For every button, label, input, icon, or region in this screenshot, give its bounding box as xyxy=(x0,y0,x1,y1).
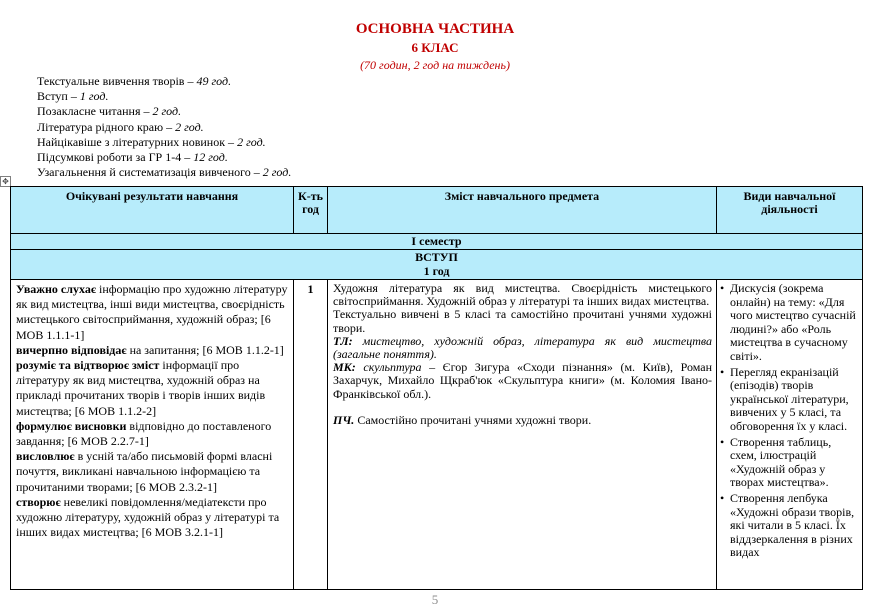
hours-subtitle: (70 годин, 2 год на тиждень) xyxy=(360,58,510,72)
semester-label: І семестр xyxy=(11,234,863,250)
table-header-row xyxy=(11,187,863,234)
content-terms: ТЛ: мистецтво, художній образ, література як вид мистецтва (загальне поняття). xyxy=(333,333,712,362)
content-paragraph: Текстуально вивчені в 5 класі та самостійно прочитані учнями художні твори. xyxy=(333,307,712,335)
topic-item: Література рідного краю – 2 год. xyxy=(37,119,204,134)
list-item: • Перегляд екранізацій (епізодів) творів української літератури, вивчених у 5 класі, та обговорення їх у класі. xyxy=(720,366,859,434)
list-item: • Дискусія (зокрема онлайн) на тему: «Для чого мистецтво сучасній людині?» або «Роль мистецтва в сучасному світі». xyxy=(720,282,859,364)
header-activities: Види навчальної діяльності xyxy=(717,187,863,234)
topic-item: Вступ – 1 год. xyxy=(37,89,109,104)
header-results: Очікувані результати навчання xyxy=(11,187,294,234)
section-cell xyxy=(11,250,863,280)
topics-list xyxy=(37,74,291,180)
curriculum-table xyxy=(10,186,863,590)
page-number: 5 xyxy=(431,592,439,607)
activities-list xyxy=(720,282,859,560)
topic-item: Узагальнення й систематизація вивченого – 2 год. xyxy=(37,165,292,180)
section-hours: 1 год xyxy=(423,264,450,278)
topic-item: Підсумкові роботи за ГР 1-4 – 12 год. xyxy=(37,150,228,165)
semester-row xyxy=(11,234,863,250)
hours-cell: 1 xyxy=(294,280,328,590)
class-title: 6 КЛАС xyxy=(411,40,459,55)
topic-item: Позакласне читання – 2 год. xyxy=(37,104,182,119)
topic-item: Найцікавіше з літературних новинок – 2 год. xyxy=(37,134,266,149)
table-move-handle-icon[interactable]: ✥ xyxy=(0,176,11,187)
section-title: ВСТУП xyxy=(415,250,458,264)
results-cell: Уважно слухає інформацію про художню літературу як вид мистецтва, інші види мистецтва, своєрідність мистецького світосприймання, художній образ; [6 МОВ 1.1.1-1] вичерпно відповідає на запитання; [6 МОВ 1.1.2-1] розуміє та відтворює зміст інформації про літературу як вид мистецтва, художній образ на прикладі прочитаних творів і творів інших видів мистецтва; [6 МОВ 1.1.2-2] формулює висновки відповідно до поставленого завдання; [6 МОВ 2.2.7-1] висловлює в усній та/або письмовій формі власні почуття, викликані навчальною інформацією та прочитаними творами; [6 МОВ 2.3.2-1] створює невеликі повідомлення/медіатексти про художню літературу, художній образ у літературі та інших видах мистецтва; [6 МОВ 3.2.1-1] xyxy=(11,280,294,590)
list-item: • Створення таблиць, схем, ілюстрацій «Художній образ у творах мистецтва». xyxy=(720,436,859,490)
topic-item: Текстуальне вивчення творів – 49 год. xyxy=(37,74,232,88)
main-title: ОСНОВНА ЧАСТИНА xyxy=(355,21,515,37)
header-hours: К-ть год xyxy=(294,187,328,234)
content-paragraph: Художня література як вид мистецтва. Своєрідність мистецького світосприймання. Художній образ у літературі та інших видах мистецтва. xyxy=(333,281,712,309)
content-extra-reading: ПЧ. Самостійно прочитані учнями художні твори. xyxy=(333,412,592,427)
header-content: Зміст навчального предмета xyxy=(328,187,717,234)
list-item: • Створення лепбука «Художні образи творів, які читали в 5 класі. Їх віддзеркалення в різних видах xyxy=(720,492,859,560)
content-arts: МК: скульптура – Єгор Зигура «Сходи пізнання» (м. Київ), Роман Захарчук, Михайло Щкраб'юк «Скульптура книги» (м. Коломия Івано-Франківської обл.). xyxy=(333,360,712,401)
section-row xyxy=(11,250,863,280)
table-row xyxy=(11,280,863,590)
activities-cell xyxy=(717,280,863,590)
content-cell xyxy=(328,280,717,590)
